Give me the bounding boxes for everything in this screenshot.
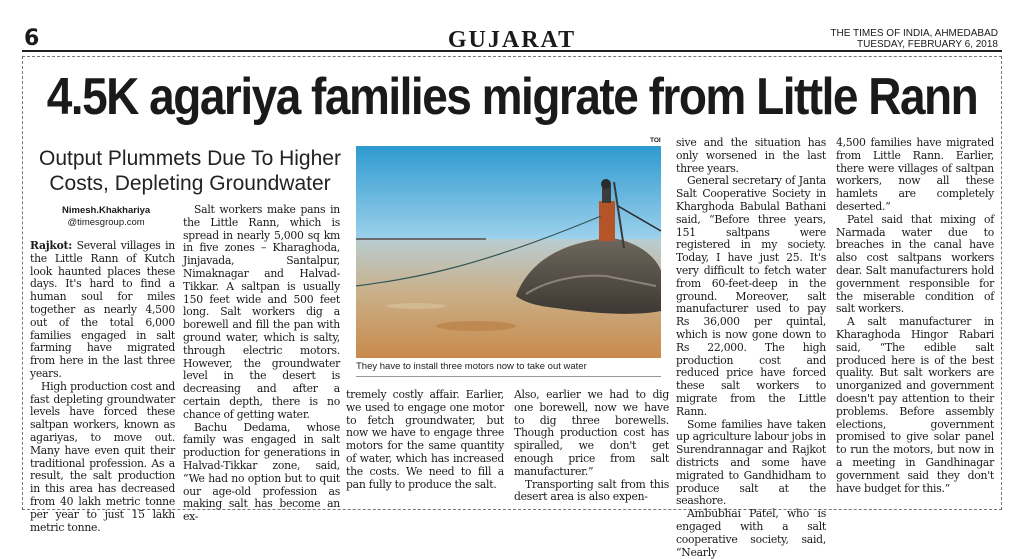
paragraph: 4,500 families have migrated from Little Rann. Earlier, there were villages of saltpan workers, now all these hamlets are completely deserted.”: [836, 136, 994, 213]
article-column-2: [183, 203, 340, 524]
article-column-1: [30, 239, 175, 534]
paragraph: Salt workers make pans in the Little Rann, which is spread in nearly 5,000 sq km in five zones – Kharaghoda, Jinjavada, Santalpur, Nimaknagar and Halvad-Tikkar. A saltpan is usually 150 feet wide and 500 feet long. Salt workers dig a borewell and fill the pan with ground water, which is salty, through electric motors. However, the groundwater level in the desert is decreasing and after a certain depth, there is no chance of getting water.: [183, 203, 340, 421]
newspaper-name: THE TIMES OF INDIA, AHMEDABAD: [830, 28, 998, 39]
issue-date: TUESDAY, FEBRUARY 6, 2018: [857, 39, 998, 50]
masthead: [830, 28, 998, 50]
photo-caption: They have to install three motors now to take out water: [356, 361, 587, 372]
photo-credit: TOI: [650, 137, 661, 144]
paragraph: sive and the situation has only worsened in the last three years.: [676, 136, 826, 175]
paragraph: Bachu Dedama, whose family was engaged in salt production for generations in Halvad-Tikkar zone, said, “We had no option but to quit our age-old profession as making salt has become an ex-: [183, 420, 340, 524]
article-column-6: [836, 136, 994, 495]
dateline: Rajkot:: [30, 239, 73, 252]
headline: 4.5K agariya families migrate from Little Rann: [46, 66, 978, 126]
section-title: GUJARAT: [447, 27, 577, 53]
byline-handle: @timesgroup.com: [67, 217, 145, 228]
byline-name: Nimesh.Khakhariya: [62, 205, 151, 216]
paragraph: tremely costly affair. Earlier, we used to engage one motor to fetch groundwater, but now we have to engage three motors for the same quantity of water, which has increased the costs. We need to fill a pan fully to produce the salt.: [346, 388, 504, 491]
article-column-5: [676, 136, 826, 559]
paragraph: Also, earlier we had to dig one borewell, now we have to dig three borewells. Though production cost has spiralled, we don't get enough price from salt manufacturer.”: [514, 388, 669, 478]
header-rule: [22, 50, 1002, 52]
paragraph: A salt manufacturer in Kharaghoda Hingor Rabari said, “The edible salt produced here is of the best quality. But salt workers are unorganized and government doesn't pay attention to their problems. Before assembly elections, government promised to give solar panel to run the motors, but now in a meeting in Gandhinagar government said they don't have budget for this.”: [836, 315, 994, 495]
paragraph: Several villages in the Little Rann of Kutch look haunted places these days. It's hard to find a human soul for miles together as nearly 4,500 out of the total 6,000 families engaged in salt farming have migrated from here in the last three years.: [30, 239, 175, 380]
paragraph: Transporting salt from this desert area is also expen-: [514, 477, 669, 504]
article-column-4: [514, 388, 669, 504]
paragraph: Ambubhai Patel, who is engaged with a salt cooperative society, said, “Nearly: [676, 507, 826, 559]
paragraph: High production cost and fast depleting groundwater levels have forced these saltpan workers, known as agariyas, to move out. Many have even quit their traditional profession. As a result, the salt production in this area has decreased from 40 lakh metric tonne per year to just 15 lakh metric tonne.: [30, 379, 175, 534]
subheadline: Output Plummets Due To Higher Costs, Depleting Groundwater: [39, 147, 341, 195]
paragraph: Patel said that mixing of Narmada water due to breaches in the canal have also cost saltpans workers dear. Salt manufacturers hold government responsible for the miserable condition of salt workers.: [836, 212, 994, 316]
byline: [62, 205, 150, 229]
page-number: 6: [24, 26, 40, 51]
article-column-3: [346, 389, 504, 489]
salt-pan-photo: [356, 146, 661, 358]
caption-rule: [356, 376, 661, 377]
paragraph: Some families have taken up agriculture labour jobs in Surendrannagar and Rajkot districts and some have migrated to Gandhidham to produce salt at the seashore.: [676, 417, 826, 508]
paragraph: General secretary of Janta Salt Cooperative Society in Kharghoda Babulal Bathani said, “Before three years, 151 saltpans were registered in my society. Today, I have just 25. It's very difficult to fetch water from 60-feet-deep in the ground. Moreover, salt manufacturer used to pay Rs 36,000 per quintal, which is now gone down to Rs 22,000. The high production cost and reduced price have forced these salt workers to migrate from the Little Rann.: [676, 174, 826, 418]
